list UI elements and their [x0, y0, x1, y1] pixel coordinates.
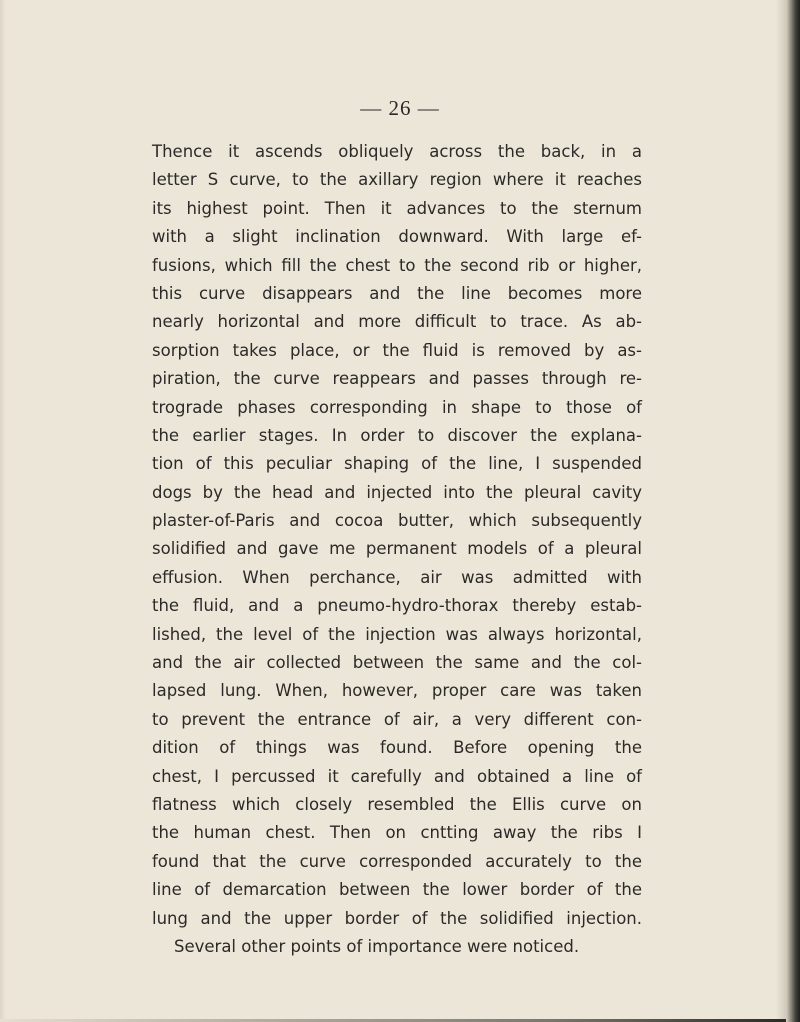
text-line: lung and the upper border of the solidified injection.	[152, 908, 642, 928]
body-text	[152, 138, 642, 961]
text-line: sorption takes place, or the fluid is removed by as-	[152, 340, 642, 360]
text-line: the fluid, and a pneumo-hydro-thorax thereby estab-	[152, 596, 642, 616]
text-line: found that the curve corresponded accurately to the	[152, 851, 642, 871]
text-line: nearly horizontal and more difficult to trace. As ab-	[152, 312, 642, 332]
text-line: dogs by the head and injected into the pleural cavity	[152, 482, 642, 502]
text-line: to prevent the entrance of air, a very different con-	[152, 709, 642, 729]
book-binding	[786, 0, 800, 1022]
text-line: its highest point. Then it advances to the sternum	[152, 198, 642, 218]
text-line: flatness which closely resembled the Ellis curve on	[152, 794, 642, 814]
text-line: plaster-of-Paris and cocoa butter, which subsequently	[152, 511, 642, 531]
text-line: solidified and gave me permanent models of a pleural	[152, 539, 642, 559]
text-line: tion of this peculiar shaping of the line, I suspended	[152, 454, 642, 474]
text-line: Thence it ascends obliquely across the back, in a	[152, 142, 642, 161]
text-line: Several other points of importance were noticed.	[174, 936, 580, 956]
text-line: this curve disappears and the line becomes more	[152, 283, 642, 303]
text-line: lished, the level of the injection was always horizontal,	[152, 624, 642, 644]
text-line: piration, the curve reappears and passes through re-	[152, 369, 642, 389]
binding-shadow	[776, 0, 786, 1022]
text-line: chest, I percussed it carefully and obtained a line of	[152, 766, 642, 786]
text-line: fusions, which fill the chest to the second rib or higher,	[152, 255, 642, 275]
text-line: with a slight inclination downward. With large ef-	[152, 227, 642, 247]
text-line: the earlier stages. In order to discover the explana-	[152, 425, 642, 445]
text-line: dition of things was found. Before opening the	[152, 738, 642, 758]
page-left-edge	[0, 0, 6, 1022]
text-line: effusion. When perchance, air was admitted with	[152, 567, 642, 587]
text-line: lapsed lung. When, however, proper care was taken	[152, 681, 642, 701]
text-line: trograde phases corresponding in shape to those of	[152, 397, 642, 417]
page-number: — 26 —	[360, 96, 440, 120]
text-line: letter S curve, to the axillary region where it reaches	[152, 170, 642, 190]
text-line: and the air collected between the same and the col-	[152, 653, 642, 673]
text-line: line of demarcation between the lower border of the	[152, 880, 642, 900]
text-line: the human chest. Then on cntting away the ribs I	[152, 823, 642, 843]
